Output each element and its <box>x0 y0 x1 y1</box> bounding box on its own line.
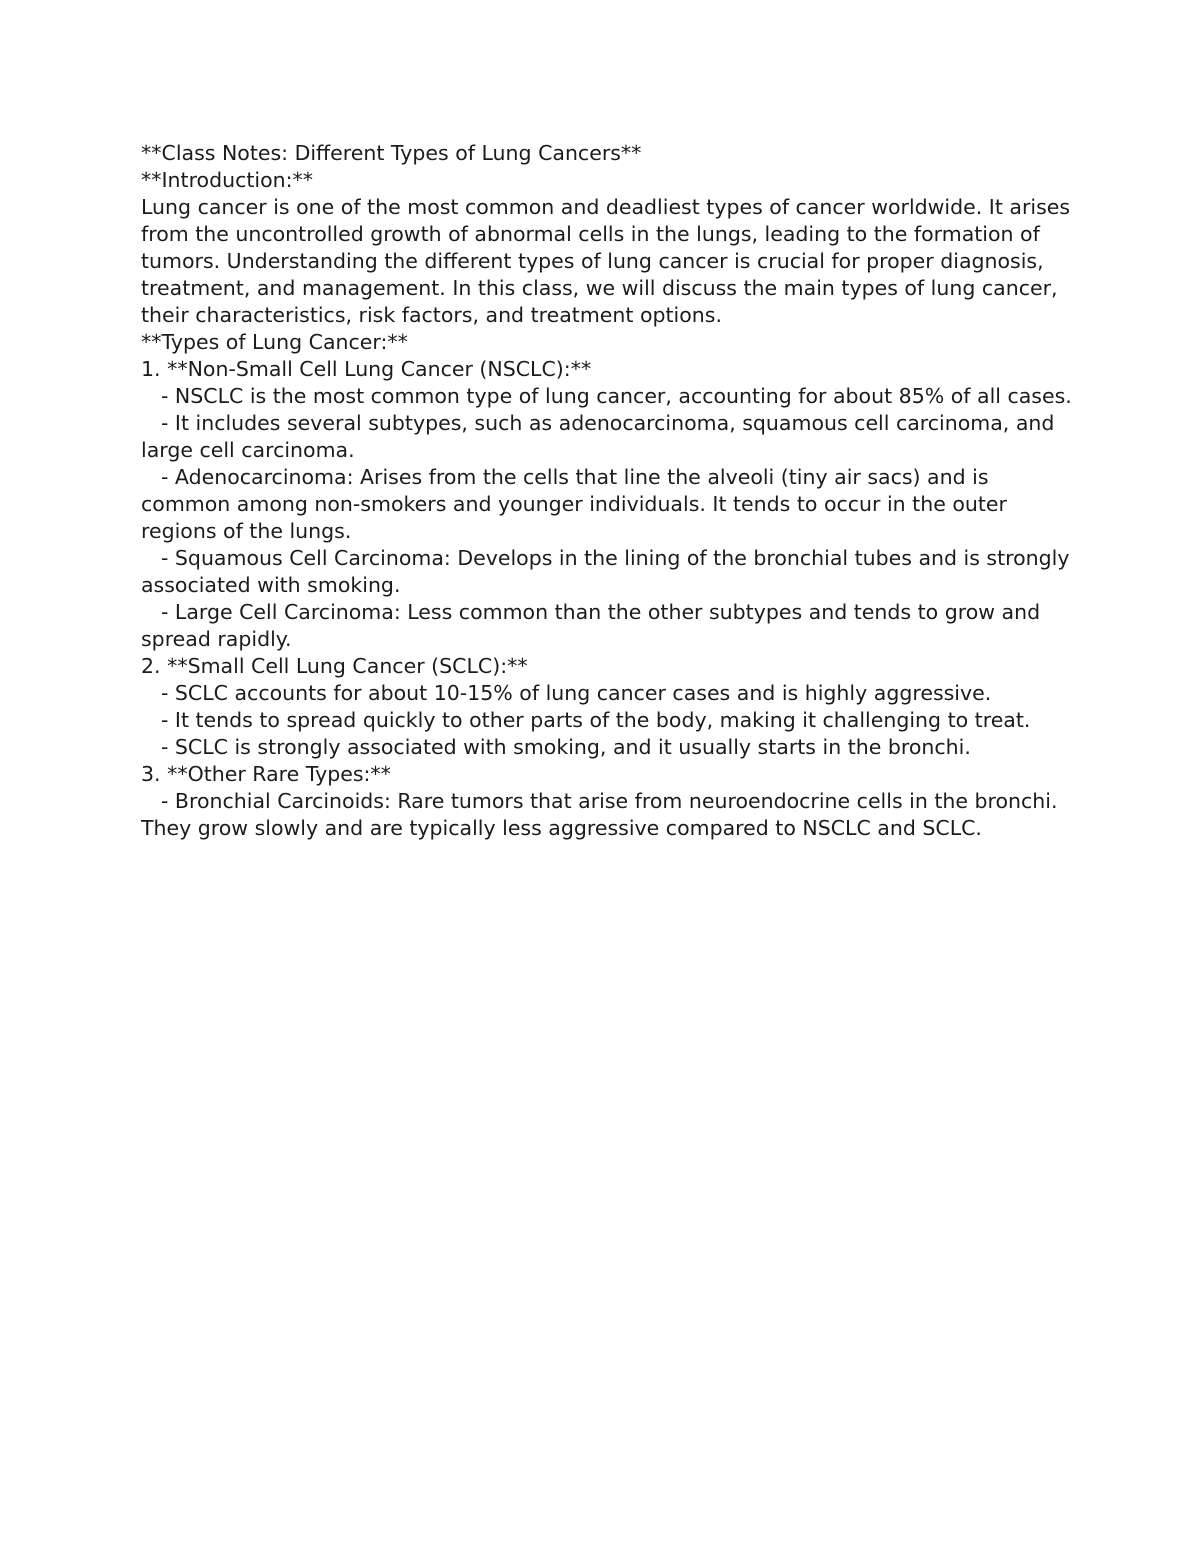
document-page <box>141 140 1076 842</box>
introduction-heading: **Introduction:** <box>141 168 314 192</box>
document-title: **Class Notes: Different Types of Lung Cancers** <box>141 141 642 165</box>
list-item <box>141 788 1076 842</box>
list-item <box>141 410 1076 464</box>
list-item <box>141 383 1076 410</box>
list-item <box>141 734 1076 761</box>
list-item-text: - SCLC accounts for about 10-15% of lung cancer cases and is highly aggressive. <box>161 681 992 705</box>
section-heading-nsclc: 1. **Non-Small Cell Lung Cancer (NSCLC):** <box>141 357 592 381</box>
list-item <box>141 707 1076 734</box>
list-item-text: - SCLC is strongly associated with smoking, and it usually starts in the bronchi. <box>161 735 971 759</box>
list-item <box>141 599 1076 653</box>
section-heading-other-rare-types: 3. **Other Rare Types:** <box>141 762 391 786</box>
section-heading-sclc: 2. **Small Cell Lung Cancer (SCLC):** <box>141 654 528 678</box>
list-item <box>141 464 1076 545</box>
types-heading: **Types of Lung Cancer:** <box>141 330 408 354</box>
list-item-text: - Adenocarcinoma: Arises from the cells that line the alveoli (tiny air sacs) and is common among non-smokers and younger individuals. It tends to occur in the outer regions of the lungs. <box>141 465 1007 543</box>
list-item-text: - Bronchial Carcinoids: Rare tumors that arise from neuroendocrine cells in the bronchi. They grow slowly and are typically less aggressive compared to NSCLC and SCLC. <box>141 789 1058 840</box>
list-item <box>141 680 1076 707</box>
list-item-text: - NSCLC is the most common type of lung cancer, accounting for about 85% of all cases. <box>161 384 1072 408</box>
list-item-text: - It tends to spread quickly to other parts of the body, making it challenging to treat. <box>161 708 1031 732</box>
list-item <box>141 545 1076 599</box>
list-item-text: - It includes several subtypes, such as adenocarcinoma, squamous cell carcinoma, and large cell carcinoma. <box>141 411 1055 462</box>
introduction-paragraph: Lung cancer is one of the most common and deadliest types of cancer worldwide. It arises from the uncontrolled growth of abnormal cells in the lungs, leading to the formation of tumors. Understanding the different types of lung cancer is crucial for proper diagnosis, treatment, and management. In this class, we will discuss the main types of lung cancer, their characteristics, risk factors, and treatment options. <box>141 195 1071 327</box>
list-item-text: - Squamous Cell Carcinoma: Develops in the lining of the bronchial tubes and is strongly associated with smoking. <box>141 546 1070 597</box>
list-item-text: - Large Cell Carcinoma: Less common than the other subtypes and tends to grow and spread rapidly. <box>141 600 1041 651</box>
